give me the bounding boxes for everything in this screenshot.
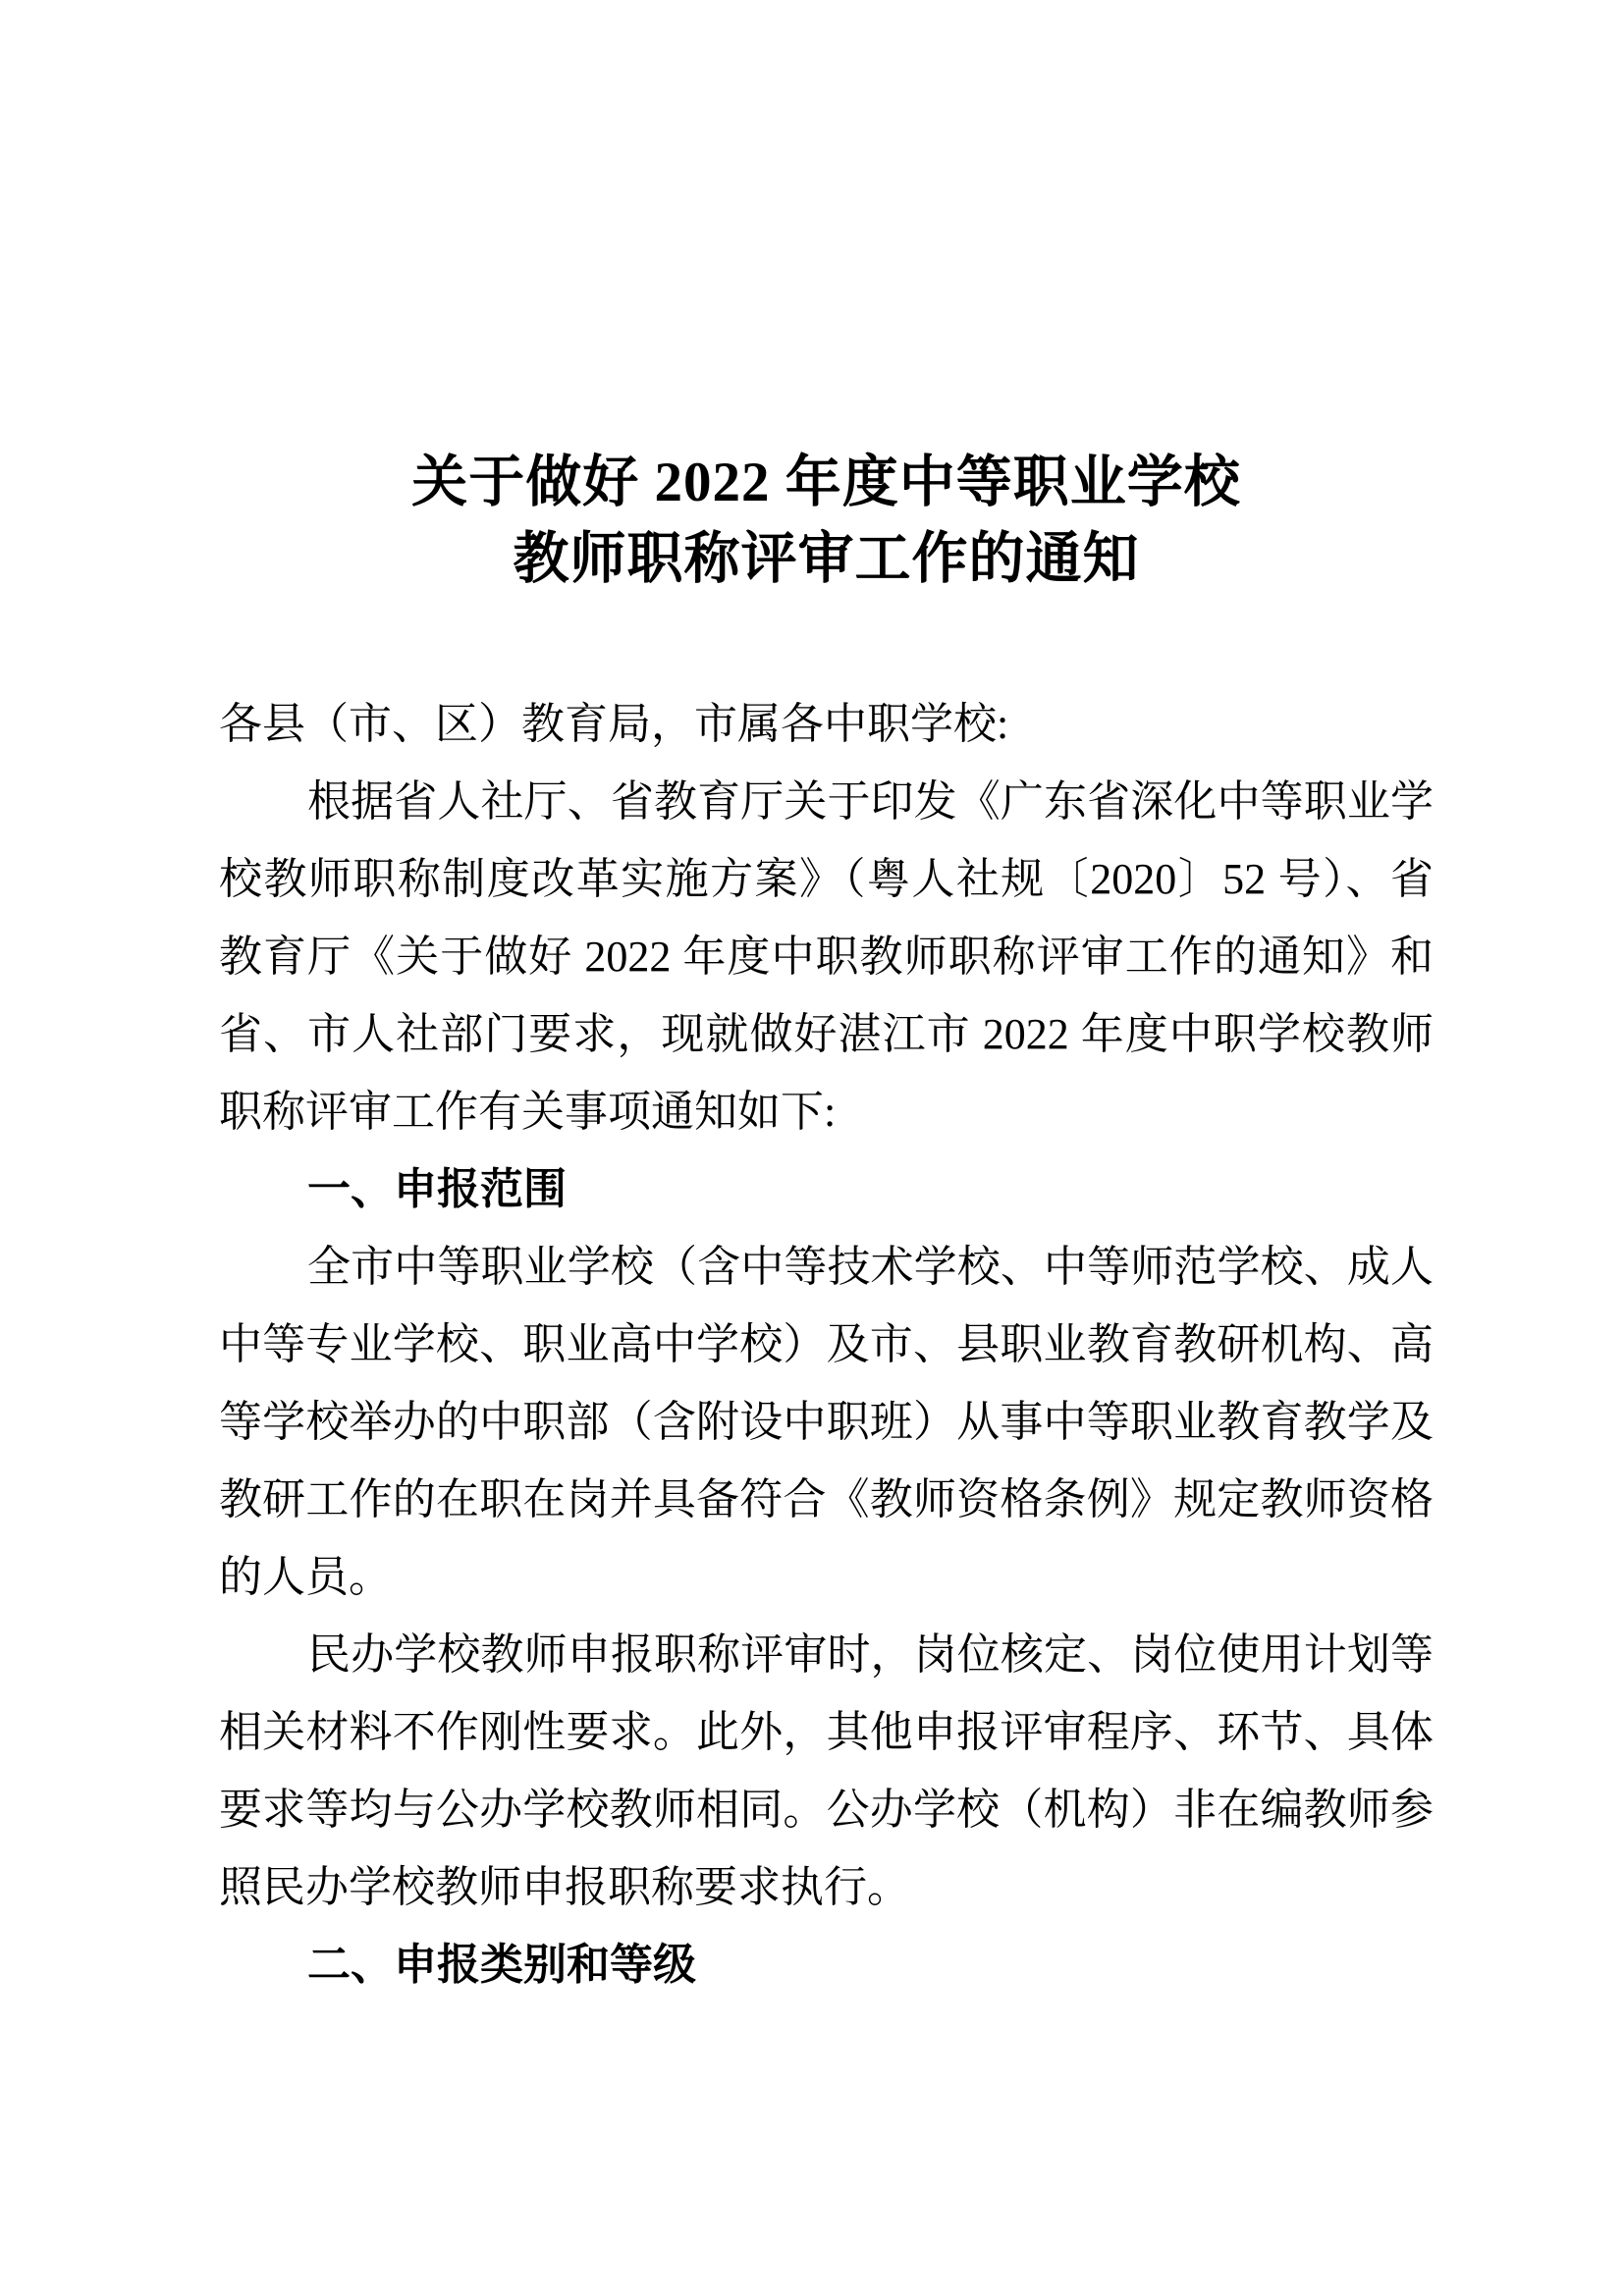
paragraph-line: 民办学校教师申报职称评审时，岗位核定、岗位使用计划等 [307,1630,1434,1679]
section-heading-2: 二、申报类别和等级 [307,1941,696,1989]
paragraph-line: 中等专业学校、职业高中学校）及市、县职业教育教研机构、高 [219,1320,1434,1368]
paragraph-line: 教育厅《关于做好 2022 年度中职教师职称评审工作的通知》和 [219,933,1434,981]
paragraph-line: 等学校举办的中职部（含附设中职班）从事中等职业教育教学及 [219,1398,1434,1446]
document-content [219,445,1434,2003]
paragraph-line: 要求等均与公办学校教师相同。公办学校（机构）非在编教师参 [219,1786,1434,1834]
paragraph-line: 省、市人社部门要求，现就做好湛江市 2022 年度中职学校教师 [219,1010,1434,1058]
paragraph-basis [219,763,1434,1150]
section-heading-1: 一、申报范围 [307,1165,567,1213]
paragraph-line: 根据省人社厅、省教育厅关于印发《广东省深化中等职业学 [307,777,1434,826]
paragraph-line: 照民办学校教师申报职称要求执行。 [219,1863,910,1911]
paragraph-line: 全市中等职业学校（含中等技术学校、中等师范学校、成人 [307,1243,1434,1291]
document-title [219,445,1434,598]
paragraph-line: 校教师职称制度改革实施方案》（粤人社规〔2020〕52 号）、省 [219,855,1434,903]
document-title-line-1: 关于做好 2022 年度中等职业学校 [411,452,1241,513]
paragraph-scope [219,1228,1434,1616]
paragraph-line: 教研工作的在职在岗并具备符合《教师资格条例》规定教师资格 [219,1475,1434,1523]
salutation-line: 各县（市、区）教育局，市属各中职学校: [219,700,1009,748]
document-body [219,685,1434,2003]
paragraph-private-schools [219,1616,1434,1926]
document-title-line-2: 教师职称评审工作的通知 [513,528,1140,590]
paragraph-line: 职称评审工作有关事项通知如下: [219,1088,837,1136]
paragraph-line: 的人员。 [219,1553,392,1601]
paragraph-line: 相关材料不作刚性要求。此外，其他申报评审程序、环节、具体 [219,1708,1434,1756]
